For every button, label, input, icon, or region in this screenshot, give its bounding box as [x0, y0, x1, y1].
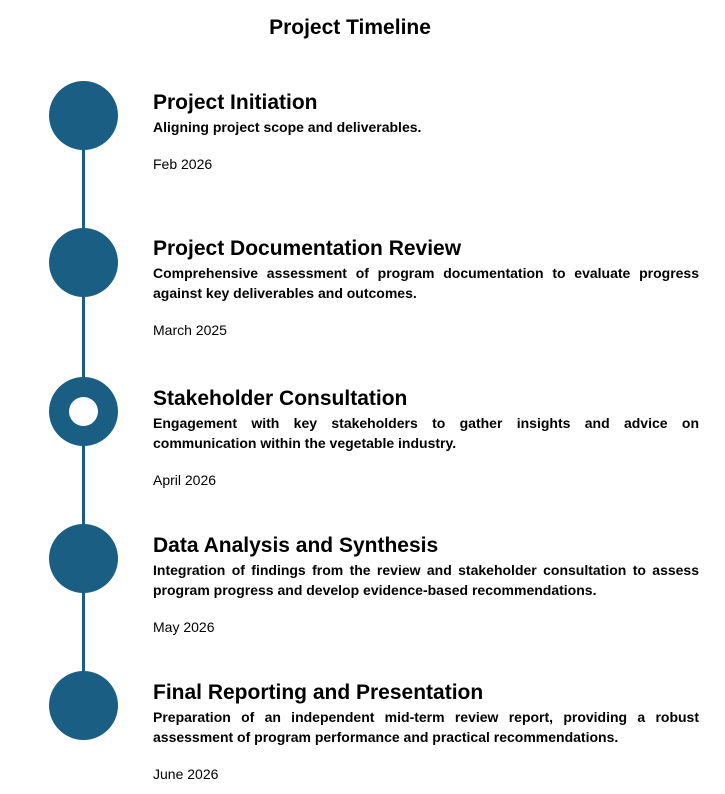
milestone-date: June 2026 — [153, 766, 219, 782]
milestone-title: Project Initiation — [153, 91, 318, 114]
milestone-project-initiation — [153, 90, 699, 174]
milestone-date: Feb 2026 — [153, 156, 213, 172]
page-title: Project Timeline — [269, 16, 431, 39]
milestone-date: March 2025 — [153, 322, 227, 338]
milestone-date: April 2026 — [153, 472, 217, 488]
milestone-title: Final Reporting and Presentation — [153, 681, 484, 704]
milestone-title: Stakeholder Consultation — [153, 387, 408, 410]
milestone-date: May 2026 — [153, 619, 215, 635]
milestone-marker-data-analysis — [49, 524, 118, 593]
milestone-marker-documentation-review — [49, 228, 118, 297]
milestone-data-analysis — [153, 533, 699, 637]
milestone-marker-stakeholder-consultation — [49, 377, 118, 446]
milestone-description: Aligning project scope and deliverables. — [153, 119, 422, 135]
milestone-documentation-review — [153, 236, 699, 340]
milestone-description: Comprehensive assessment of program documentation to evaluate progress against key deliverables and outcomes. — [153, 265, 699, 301]
milestone-description: Engagement with key stakeholders to gather insights and advice on communication within the vegetable industry. — [153, 415, 699, 451]
milestone-title: Data Analysis and Synthesis — [153, 534, 439, 557]
milestone-title: Project Documentation Review — [153, 237, 462, 260]
milestone-description: Integration of findings from the review and stakeholder consultation to assess program progress and develop evidence-based recommendations. — [153, 562, 699, 598]
milestone-final-reporting — [153, 680, 699, 784]
milestone-description: Preparation of an independent mid-term review report, providing a robust assessment of program performance and practical recommendations. — [153, 709, 699, 745]
milestone-stakeholder-consultation — [153, 386, 699, 490]
milestone-marker-final-reporting — [49, 671, 118, 740]
milestone-marker-project-initiation — [49, 81, 118, 150]
